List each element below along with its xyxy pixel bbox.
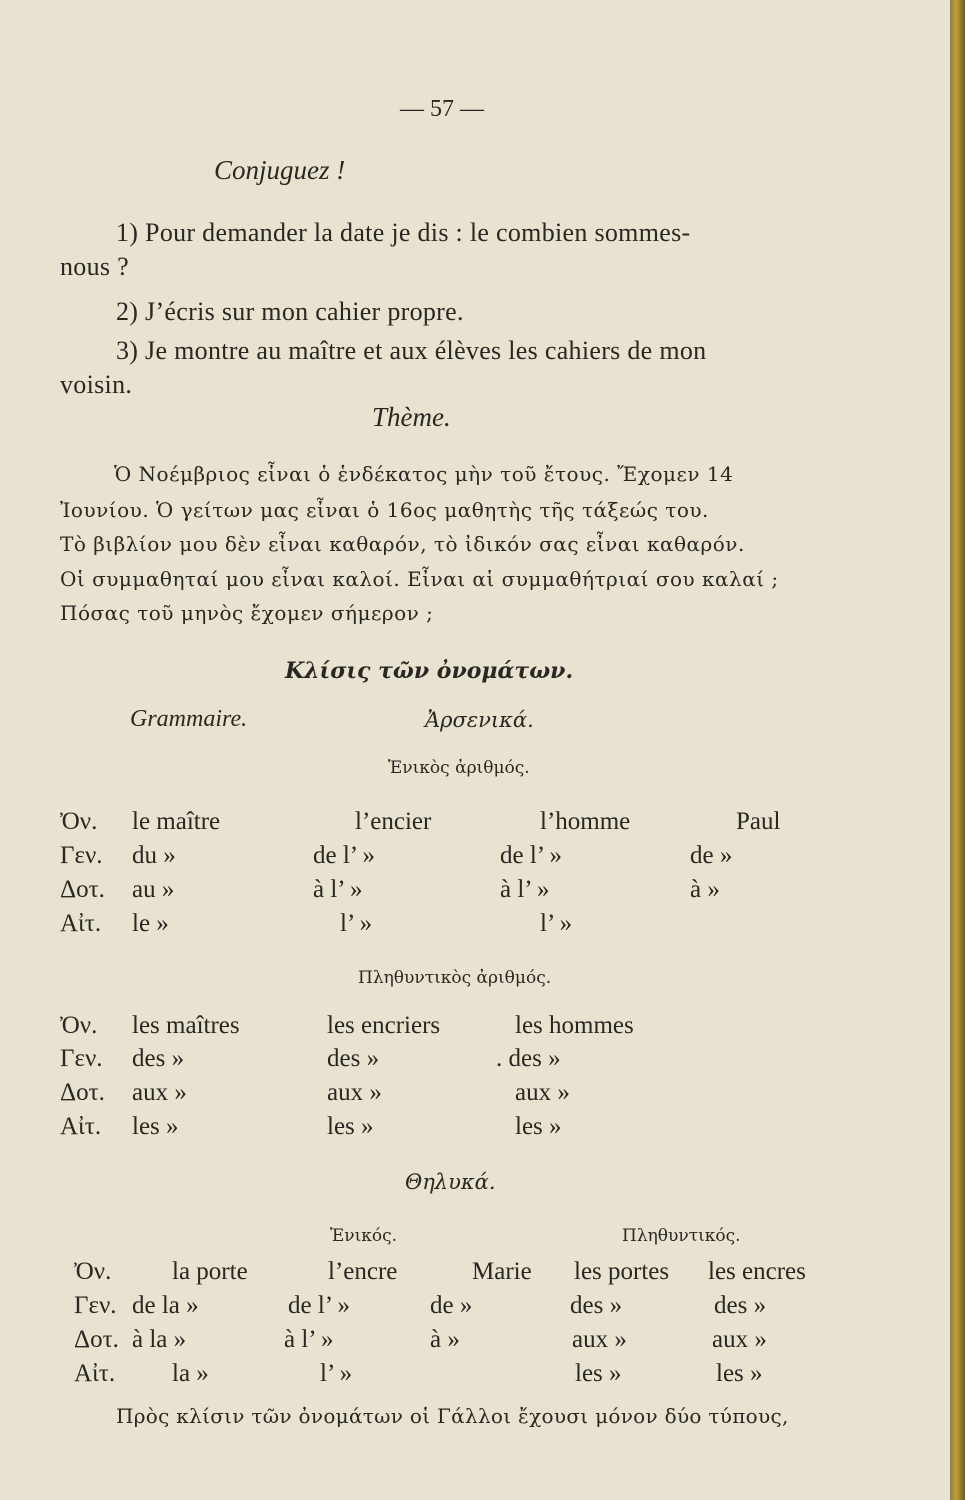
table-cell: l’homme: [540, 808, 631, 835]
plural-label: Πληθυντικὸς ἀριθμός.: [358, 968, 552, 988]
table-cell: de »: [690, 842, 733, 869]
table-cell: les encriers: [327, 1012, 441, 1039]
table-cell: la porte: [172, 1258, 248, 1285]
table-cell: les »: [327, 1113, 374, 1140]
masculine-title: Ἀρσενικά.: [425, 708, 534, 732]
case-label: Αἰτ.: [74, 1360, 116, 1387]
feminine-plural-label: Πληθυντικός.: [622, 1226, 741, 1246]
conjugate-line: 1) Pour demander la date je dis : le combien sommes-: [116, 218, 691, 247]
table-cell: à la »: [132, 1326, 187, 1353]
case-label: Γεν.: [60, 1045, 103, 1072]
declension-title: Κλίσις τῶν ὀνομάτων.: [285, 658, 574, 684]
case-label: Αἰτ.: [60, 1113, 102, 1140]
table-cell: les hommes: [515, 1012, 634, 1039]
table-cell: les »: [716, 1360, 763, 1387]
conjugate-line: voisin.: [60, 370, 133, 399]
table-cell: de la »: [132, 1292, 199, 1319]
table-cell: l’ »: [540, 910, 573, 937]
table-cell: aux »: [132, 1079, 187, 1106]
theme-line: Ὁ Νοέμβριος εἶναι ὁ ἑνδέκατος μὴν τοῦ ἔτους. Ἔχομεν 14: [114, 462, 734, 486]
conjugate-line: 2) J’écris sur mon cahier propre.: [116, 297, 464, 326]
table-cell: du »: [132, 842, 176, 869]
table-cell: les »: [575, 1360, 622, 1387]
table-cell: de l’ »: [313, 842, 376, 869]
table-cell: les encres: [708, 1258, 806, 1285]
table-cell: de l’ »: [288, 1292, 351, 1319]
table-cell: aux »: [515, 1079, 570, 1106]
table-cell: des »: [132, 1045, 185, 1072]
feminine-singular-label: Ἑνικός.: [330, 1226, 398, 1246]
table-cell: l’ »: [320, 1360, 353, 1387]
table-cell: de l’ »: [500, 842, 563, 869]
table-cell: l’encier: [355, 808, 432, 835]
table-cell: de »: [430, 1292, 473, 1319]
table-cell: à »: [690, 876, 720, 903]
theme-title: Thème.: [372, 402, 451, 432]
table-cell: au »: [132, 876, 175, 903]
table-cell: aux »: [712, 1326, 767, 1353]
table-cell: les »: [132, 1113, 179, 1140]
table-cell: le maître: [132, 808, 221, 835]
table-cell: aux »: [327, 1079, 382, 1106]
table-cell: aux »: [572, 1326, 627, 1353]
theme-line: Οἱ συμμαθηταί μου εἶναι καλοί. Εἶναι αἱ συμμαθήτριαί σου καλαί ;: [60, 567, 779, 591]
case-label: Δοτ.: [60, 876, 105, 903]
case-label: Ὀν.: [60, 1012, 98, 1039]
singular-label: Ἑνικὸς ἀριθμός.: [388, 758, 530, 778]
case-label: Δοτ.: [60, 1079, 105, 1106]
table-cell: des »: [714, 1292, 767, 1319]
book-binding-edge: [950, 0, 965, 1500]
table-cell: l’encre: [328, 1258, 398, 1285]
case-label: Ὀν.: [60, 808, 98, 835]
case-label: Γεν.: [60, 842, 103, 869]
table-cell: des »: [327, 1045, 380, 1072]
table-cell: . des »: [496, 1045, 561, 1072]
theme-line: Πόσας τοῦ μηνὸς ἔχομεν σήμερον ;: [60, 601, 434, 625]
case-label: Ὀν.: [74, 1258, 112, 1285]
conjugate-line: nous ?: [60, 252, 129, 281]
table-cell: à l’ »: [500, 876, 550, 903]
table-cell: les »: [515, 1113, 562, 1140]
table-cell: des »: [570, 1292, 623, 1319]
case-label: Αἰτ.: [60, 910, 102, 937]
footer-line: Πρὸς κλίσιν τῶν ὀνομάτων οἱ Γάλλοι ἔχουσι μόνον δύο τύπους,: [116, 1404, 789, 1428]
table-cell: à l’ »: [313, 876, 363, 903]
conjugate-title: Conjuguez !: [214, 155, 346, 185]
table-cell: à l’ »: [284, 1326, 334, 1353]
table-cell: les portes: [574, 1258, 670, 1285]
table-cell: les maîtres: [132, 1012, 240, 1039]
table-cell: Marie: [472, 1258, 532, 1285]
conjugate-line: 3) Je montre au maître et aux élèves les cahiers de mon: [116, 336, 707, 365]
table-cell: à »: [430, 1326, 460, 1353]
theme-line: Τὸ βιβλίον μου δὲν εἶναι καθαρόν, τὸ ἰδικόν σας εἶναι καθαρόν.: [60, 532, 745, 556]
table-cell: Paul: [736, 808, 781, 835]
grammaire-label: Grammaire.: [130, 706, 248, 732]
case-label: Δοτ.: [74, 1326, 119, 1353]
theme-line: Ἰουνίου. Ὁ γείτων μας εἶναι ὁ 16ος μαθητὴς τῆς τάξεώς του.: [60, 498, 709, 522]
table-cell: la »: [172, 1360, 209, 1387]
table-cell: l’ »: [340, 910, 373, 937]
feminine-title: Θηλυκά.: [405, 1170, 496, 1194]
table-cell: le »: [132, 910, 169, 937]
case-label: Γεν.: [74, 1292, 117, 1319]
page-number: — 57 —: [400, 96, 484, 122]
